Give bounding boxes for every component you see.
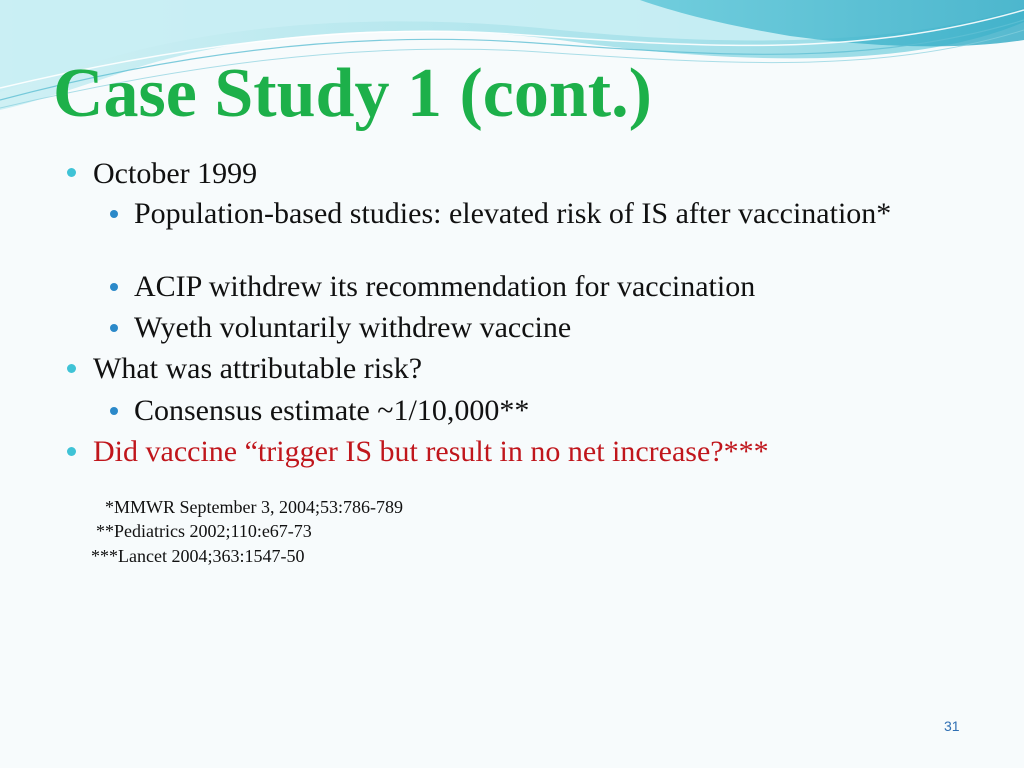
bullet-dot-icon	[110, 283, 118, 291]
reference-item: ***Lancet 2004;363:1547-50	[91, 546, 305, 566]
bullet-level2: ACIP withdrew its recommendation for vaccination	[134, 270, 756, 303]
bullet-dot-icon	[110, 407, 118, 415]
bullet-level1: October 1999	[93, 157, 258, 190]
reference-item: *MMWR September 3, 2004;53:786-789	[105, 497, 403, 517]
bullet-dot-icon	[110, 324, 118, 332]
bullet-level1-highlight: Did vaccine “trigger IS but result in no net increase?***	[93, 435, 769, 468]
bullet-dot-icon	[67, 168, 76, 177]
bullet-level1: What was attributable risk?	[93, 352, 423, 385]
page-number: 31	[944, 718, 960, 734]
bullet-level2: Population-based studies: elevated risk of IS after vaccination*	[134, 197, 892, 230]
bullet-dot-icon	[110, 210, 118, 218]
reference-item: **Pediatrics 2002;110:e67-73	[96, 521, 312, 541]
slide-title: Case Study 1 (cont.)	[53, 55, 652, 132]
bullet-dot-icon	[67, 364, 76, 373]
bullet-level2: Consensus estimate ~1/10,000**	[134, 394, 530, 427]
bullet-dot-icon	[67, 447, 76, 456]
bullet-level2: Wyeth voluntarily withdrew vaccine	[134, 311, 572, 344]
